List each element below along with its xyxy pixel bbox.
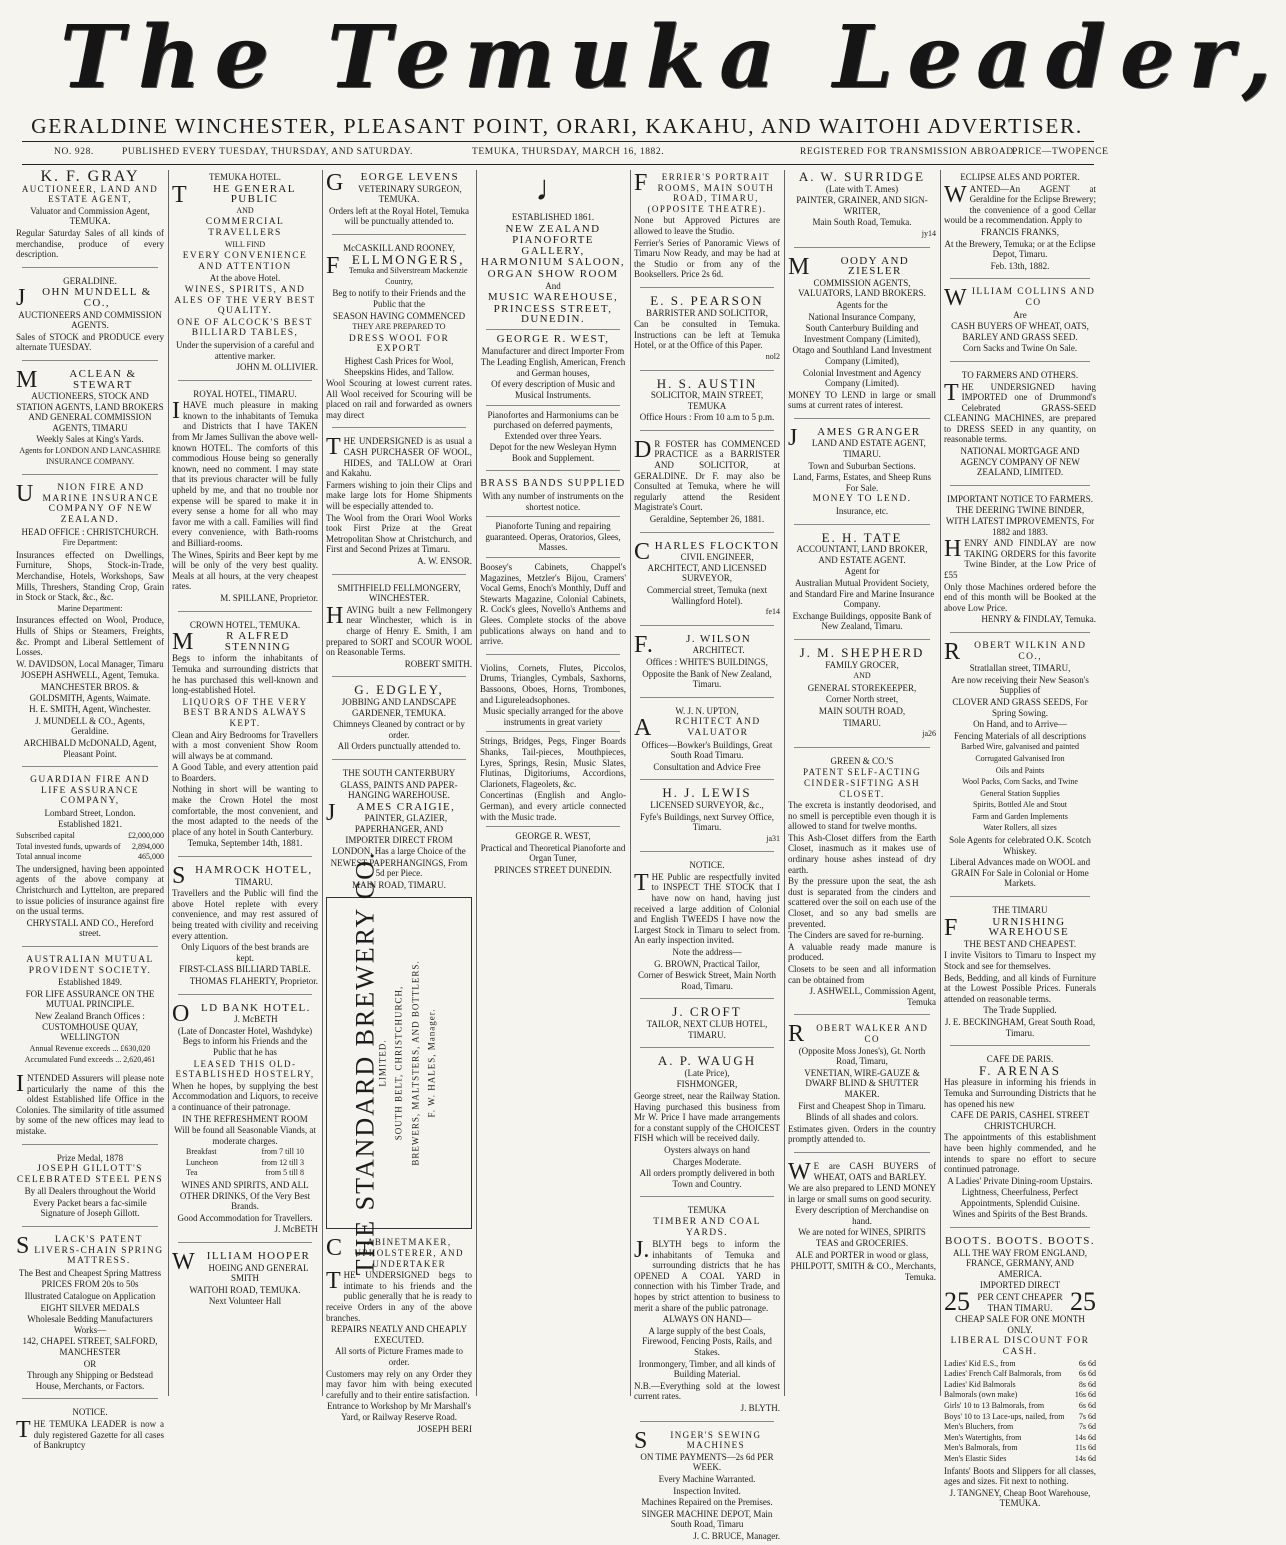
divider	[22, 766, 158, 767]
advertiser-name: SMITHFIELD FELLMONGERY, WINCHESTER.	[337, 582, 461, 604]
ad-eclipse-ales: ECLIPSE ALES AND PORTER. WANTED—An AGENT at Geraldine for the Eclipse Brewery; the convenience of a good Cellar would be a recommendation. Apply to FRANCIS FRANKS, At the Brewery, Temuka; or at the Eclipse Depot, Timaru. Feb. 13th, 1882.	[944, 172, 1096, 271]
advertiser-name: McCASKILL AND ROONEY,	[343, 242, 455, 253]
ad-flockton: CHARLES FLOCKTON CIVIL ENGINEER, ARCHITECT, AND LICENSED SURVEYOR, Commercial street, Temuka (next Wallingford Hotel). fe14	[634, 538, 780, 617]
dateline	[22, 144, 1109, 162]
ad-maclean-stewart: MACLEAN & STEWART AUCTIONEERS, STOCK AND STATION AGENTS, LAND BROKERS AND GENERAL COMMISSION AGENTS, TIMARU Weekly Sales at King's Yards. Agents for LONDON AND LANCASHIRE INSURANCE COMPANY.	[16, 366, 164, 466]
divider	[486, 654, 620, 655]
ad-shepherd: J. M. SHEPHERD FAMILY GROCER, AND GENERAL STOREKEEPER, Corner North street, MAIN SOUTH ROAD, TIMARU. ja26	[788, 644, 936, 743]
advertiser-name: J. BLYTH.	[740, 1403, 780, 1413]
advertiser-name: HENRY & FINDLAY, Temuka.	[981, 614, 1096, 625]
advertiser-name: OLD BANK HOTEL.	[172, 1000, 311, 1027]
divider	[332, 759, 466, 760]
ad-robert-walker: ROBERT WALKER AND CO (Opposite Moss Jones's), Gt. North Road, Timaru, VENETIAN, WIRE-GAUZE & DWARF BLIND & SHUTTER MAKER. First and Cheapest Shop in Timaru. Blinds of all shades and colors. Estimates given. Orders in the country promptly attended to.	[788, 1021, 936, 1145]
advertiser-name: E. S. PEARSON	[650, 292, 764, 308]
advertiser-name: JOHN MUNDELL & CO.,	[16, 285, 152, 312]
divider	[640, 1196, 774, 1197]
divider	[950, 632, 1090, 633]
advertiser-name: WILLIAM COLLINS AND CO	[944, 285, 1096, 312]
divider	[794, 1152, 930, 1153]
list-item: Ladies' Kid Balmorals 8s 6d	[944, 1379, 1096, 1389]
advertiser-name: THE STANDARD BREWERY CO.	[350, 851, 380, 1276]
ad-royal-hotel: ROYAL HOTEL, TIMARU. IHAVE much pleasure in making known to the inhabitants of Temuka and Districts that I have TAKEN from Mr James Sullivan the above well-known HOTEL. The comforts of this commodious House being so generally known, need no comment. I may state that its previous character will be fully upheld by me, and that no trouble nor expense will be spared to make it in every sense a home for all who may favor me with a call. Families will find every convenience, with Bath-rooms and Billiard-rooms. The Wines, Spirits and Beer kept by me will be only of the very best quality. Meals at all hours, at the very cheapest rates. M. SPILLANE, Proprietor.	[172, 388, 318, 603]
divider	[950, 1045, 1090, 1046]
advertiser-name: CABINETMAKER, UPHOLSTERER, AND UNDERTAKER	[326, 1235, 464, 1269]
divider	[332, 234, 466, 235]
advertiser-name: JOSEPH GILLOTT'S CELEBRATED STEEL PENS	[16, 1164, 164, 1185]
column-4	[480, 168, 626, 1398]
ad-austin: H. S. AUSTIN SOLICITOR, MAIN STREET, TEMUKA Office Hours : From 10 a.m to 5 p.m.	[634, 375, 780, 426]
list-item: Ladies' French Calf Balmorals, from 6s 6d	[944, 1369, 1096, 1379]
ad-croft: J. CROFT TAILOR, NEXT CLUB HOTEL, TIMARU.	[634, 1003, 780, 1043]
divider	[486, 826, 620, 827]
advertiser-name: GEORGE R. WEST,	[496, 332, 610, 345]
price: PRICE—TWOPENCE	[1012, 147, 1109, 157]
column-6	[788, 168, 936, 1398]
advertiser-name: SINGER'S SEWING MACHINES	[634, 1427, 762, 1454]
divider	[950, 361, 1090, 362]
divider	[178, 611, 312, 612]
divider	[22, 946, 158, 947]
divider	[486, 557, 620, 558]
list-item: Men's Bluchers, from 7s 6d	[944, 1422, 1096, 1432]
advertiser-name: J. TANGNEY, Cheap Boot Warehouse, TEMUKA.	[949, 1487, 1091, 1509]
ad-william-collins: WILLIAM COLLINS AND CO Are CASH BUYERS OF WHEAT, OATS, BARLEY AND GRASS SEED. Corn Sacks and Twine On Sale.	[944, 285, 1096, 354]
divider	[950, 485, 1090, 486]
divider	[178, 994, 312, 995]
ad-moody-ziesler: MOODY AND ZIESLER COMMISSION AGENTS, VALUATORS, LAND BROKERS. Agents for the National Insurance Company, South Canterbury Building and Investment Company (Limited), Otago and Southland Land Investment Company (Limited), Colonial Investment and Agency Company (Limited). MONEY TO LEND in large or small sums at current rates of interest.	[788, 253, 936, 411]
divider	[22, 141, 1094, 142]
ad-dr-foster: DR FOSTER has COMMENCED PRACTICE as a BARRISTER AND SOLICITOR, at GERALDINE. Dr F. may also be Consulted at Temuka, where he will regularly attend the Resident Magistrate's Court. Geraldine, September 26, 1881.	[634, 436, 780, 525]
ad-beckingham: THE TIMARU FURNISHING WAREHOUSE THE BEST AND CHEAPEST. I invite Visitors to Timaru to Inspect my Stock and see for themselves. Beds, Bedding, and all kinds of Furniture at the Lowest Possible Prices. Funerals attended on reasonable terms. The Trade Supplied. J. E. BECKINGHAM, Great South Road, Timaru.	[944, 905, 1096, 1038]
advertiser-name: TEMUKA HOTEL.	[209, 172, 281, 182]
ad-henry-findlay: IMPORTANT NOTICE TO FARMERS. THE DEERING TWINE BINDER, WITH LATEST IMPROVEMENTS, For 1882 and 1883. HENRY AND FINDLAY are now TAKING ORDERS for this favorite Twine Binder, at the Low Price of £55 Only those Machines ordered before the end of this month will be Booked at the above Low Price. HENRY & FINDLAY, Temuka.	[944, 493, 1096, 625]
ad-tate: E. H. TATE ACCOUNTANT, LAND BROKER, AND ESTATE AGENT. Agent for Australian Mutual Provident Society, and Standard Fire and Marine Insurance Company. Exchange Buildings, opposite Bank of New Zealand, Timaru.	[789, 529, 935, 632]
advertiser-name: CHARLES FLOCKTON	[634, 538, 780, 565]
ad-william-hooper: WILLIAM HOOPER HOEING AND GENERAL SMITH WAITOHI ROAD, TEMUKA. Next Volunteer Hall	[172, 1247, 318, 1310]
advertiser-name: AUSTRALIAN MUTUAL PROVIDENT SOCIETY.	[26, 955, 154, 976]
advertiser-name: FURNISHING WAREHOUSE	[944, 914, 1070, 941]
divider	[640, 370, 774, 371]
divider	[794, 747, 930, 748]
divider	[22, 474, 158, 475]
divider	[22, 1144, 158, 1145]
advertiser-name: ROYAL HOTEL, TIMARU.	[193, 388, 297, 399]
divider	[950, 1227, 1090, 1228]
place-date: TEMUKA, THURSDAY, MARCH 16, 1882.	[472, 147, 665, 157]
ad-intended-assurers: INTENDED Assurers will please note particularly the name of this the oldest Established life Office in the Colonies. The similarity of title assumed by some of the new offices may lead to mistake.	[16, 1070, 164, 1136]
masthead-subtitle: GERALDINE WINCHESTER, PLEASANT POINT, ORARI, KAKAHU, AND WAITOHI ADVERTISER.	[31, 114, 1083, 138]
divider	[950, 278, 1090, 279]
divider	[332, 574, 466, 575]
ad-instruments: Violins, Cornets, Flutes, Piccolos, Drums, Triangles, Cymbals, Saxhorns, Bassoons, Oboes, Horns, Trombones, and Ligureleadsophones. Music specially arranged for the above instruments in great variety Strings, Bridges, Pegs, Finger Boards Shanks, Tail-pieces, Mouthpieces, Lyres, Springs, Resin, Music Slates, Flutinas, Digitoriums, Accordions, Clarionets, Flageolets, &c. Concertinas (English and Anglo-German), and every article connected with the Music trade. GEORGE R. WEST, Practical and Theoretical Pianoforte and Organ Tuner, PRINCES STREET DUNEDIN.	[480, 662, 626, 875]
ad-edgley: G. EDGLEY, JOBBING AND LANDSCAPE GARDENER, TEMUKA. Chimneys Cleaned by contract or by order. All Orders punctually attended to.	[326, 681, 472, 755]
ad-singer: SINGER'S SEWING MACHINES ON TIME PAYMENTS—2s 6d PER WEEK. Every Machine Warranted. Inspection Invited. Machines Repaired on the Premises. SINGER MACHINE DEPOT, Main South Road, Timaru J. C. BRUCE, Manager.	[634, 1427, 780, 1541]
divider	[640, 625, 774, 626]
issue-number: NO. 928.	[54, 147, 94, 157]
advertiser-name: J. M. SHEPHERD	[799, 644, 925, 660]
advertiser-name: WILLIAM HOOPER	[172, 1249, 311, 1276]
divider	[640, 697, 774, 698]
ad-mundell: GERALDINE. JOHN MUNDELL & CO., AUCTIONEERS AND COMMISSION AGENTS. Sales of STOCK and PRODUCE every alternate TUESDAY.	[16, 275, 164, 353]
ad-james-craigie: THE SOUTH CANTERBURY GLASS, PAINTS AND PAPER-HANGING WAREHOUSE. JAMES CRAIGIE, PAINTER, GLAZIER, PAPERHANGER, AND IMPORTER DIRECT FROM LONDON, Has a large Choice of the NEWEST PAPERHANGINGS, From 5d per Piece. MAIN ROAD, TIMARU.	[326, 764, 472, 894]
ad-joseph-beri: CABINETMAKER, UPHOLSTERER, AND UNDERTAKER THE UNDERSIGNED begs to intimate to his friends and the public generally that he is ready to receive Orders in any of the above branches. REPAIRS NEATLY AND CHEAPLY EXECUTED. All sorts of Picture Frames made to order. Customers may rely on any Order they may favor him with being executed carefully and to their entire satisfaction. Entrance to Workshop by Mr Marshall's Yard, or Railway Reserve Road. JOSEPH BERI	[326, 1235, 472, 1434]
advertiser-name: A. W. SURRIDGE	[798, 169, 926, 184]
advertiser-name: H. J. LEWIS	[662, 785, 752, 801]
advertiser-name: GUARDIAN FIRE AND LIFE ASSURANCE COMPANY,	[30, 775, 150, 807]
ad-george-levens: GEORGE LEVENS VETERINARY SURGEON, TEMUKA. Orders left at the Royal Hotel, Temuka will be punctually attended to.	[326, 168, 472, 230]
divider	[332, 427, 466, 428]
discount-banner: 25 PER CENT CHEAPER THAN TIMARU. 25	[944, 1287, 1096, 1317]
ad-cafe-de-paris: CAFE DE PARIS. F. ARENAS Has pleasure in informing his friends in Temuka and Surrounding Districts that he has opened his new CAFE DE PARIS, CASHEL STREET CHRISTCHURCH. The appointments of this establishment have been highly commended, and he intends to spare no effort to secure continued patronage. A Ladies' Private Dining-room Upstairs. Lightness, Cheerfulness, Perfect Appointments, Splendid Cuisine. Wines and Spirits of the Best Brands.	[944, 1054, 1096, 1220]
list-item: Girls' 10 to 13 Balmorals, from 6s 6d	[944, 1400, 1096, 1410]
ad-granger: JAMES GRANGER LAND AND ESTATE AGENT, TIMARU. Town and Suburban Sections. Land, Farms, Estates, and Sheep Runs For Sale. MONEY TO LEND. Insurance, etc.	[788, 423, 936, 520]
list-item: Balmorals (own make) 16s 6d	[944, 1390, 1096, 1400]
ad-green-ash-closet: GREEN & CO.'S PATENT SELF-ACTING CINDER-SIFTING ASH CLOSET. The excreta is instantly deodorised, and no smell is perceptible even though it is allowed to stand for twelve months. This Ash-Closet differs from the Earth Closet, inasmuch as it makes use of ordinary house ashes instead of dry earth. By the pressure upon the seat, the ash dust is separated from the cinders and scattered over the soil on each use of the Closet, and so any bad smells are prevented. The Cinders are saved for re-burning. A valuable ready made manure is produced. Closets to be seen and all information can be obtained from J. ASHWELL, Commission Agent, Temuka	[788, 755, 936, 1007]
list-item: Men's Watertights, from 14s 6d	[944, 1432, 1096, 1442]
divider	[486, 405, 620, 406]
ad-union-fire-marine: UNION FIRE AND MARINE INSURANCE COMPANY OF NEW ZEALAND. HEAD OFFICE : CHRISTCHURCH. Fire Department: Insurances effected on Dwellings, Furniture, Shops, Stock-in-Trade, Merchandise, Hotels, Workshops, Saw Mills, Threshers, Standing Crop, Grain in Stock or Stack, &c., &c. Marine Department: Insurances effected on Wool, Produce, Hulls of Ships or Steamers, Freights, &c. Prompt and Liberal Settlement of Losses. W. DAVIDSON, Local Manager, Timaru JOSEPH ASHWELL, Agent, Temuka. MANCHESTER BROS. & GOLDSMITH, Agents, Waimate. H. E. SMITH, Agent, Winchester. J. MUNDELL & CO., Agents, Geraldine. ARCHIBALD McDONALD, Agent, Pleasant Point.	[16, 481, 164, 759]
divider	[486, 329, 620, 330]
divider	[794, 524, 930, 525]
ad-mccaskill-rooney: McCASKILL AND ROONEY, FELLMONGERS, Temuka and Silverstream Mackenzie Country, Beg to notify to their Friends and the Public that the SEASON HAVING COMMENCED THEY ARE PREPARED TO DRESS WOOL FOR EXPORT Highest Cash Prices for Wool, Sheepskins Hides, and Tallow. Wool Scouring at lowest current rates. All Wool received for Scouring will be placed on rail and forwarded as owners may direct	[326, 242, 472, 420]
divider	[22, 164, 1094, 165]
advertiser-name: GEORGE LEVENS	[326, 170, 460, 196]
ad-smithfield-fellmongery: SMITHFIELD FELLMONGERY, WINCHESTER. HAVING built a new Fellmongery near Winchester, which is in charge of Henry E. Smith, I am prepared to SORT and SCOUR WOOL on Reasonable Terms. ROBERT SMITH.	[326, 582, 472, 669]
ad-old-bank-hotel: OLD BANK HOTEL. J. McBETH (Late of Doncaster Hotel, Washdyke) Begs to inform his Friends and the Public that he has LEASED THIS OLD-ESTABLISHED HOSTELRY, When he hopes, by supplying the best Accommodation and Liquors, to receive a continuance of their patronage. IN THE REFRESHMENT ROOM Will be found all Seasonable Viands, at moderate charges. Breakfast from 7 till 10 Luncheon from 12 till 3 Tea from 5 till 8 WINES AND SPIRITS, AND ALL OTHER DRINKS, Of the Very Best Brands. Good Accommodation for Travellers. J. McBETH	[172, 1000, 318, 1235]
advertiser-name: E. H. TATE	[821, 529, 903, 545]
ad-tangney-boots: BOOTS. BOOTS. BOOTS. ALL THE WAY FROM ENGLAND, FRANCE, GERMANY, AND AMERICA. IMPORTED DIRECT 25 PER CENT CHEAPER THAN TIMARU. 25 CHEAP SALE FOR ONE MONTH ONLY. LIBERAL DISCOUNT FOR CASH. Ladies' Kid E.S., from 6s 6d Ladies' French Calf Balmorals, from 6s 6d Ladies' Kid Balmorals 8s 6d Balmorals (own make) 16s 6d Girls' 10 to 13 Balmorals, from 6s 6d Boys' 10 to 13 Lace-ups, nailed, from 7s 6d Men's Bluchers, from 7s 6d Men's Watertights, from 14s 6d Men's Balmorals, from 11s 6d Men's Elastic Sides 14s 6d Infants' Boots and Slippers for all classes, ages and sizes. Fit next to nothing. J. TANGNEY, Cheap Boot Warehouse, TEMUKA.	[944, 1235, 1096, 1509]
advertiser-name: FRANCIS FRANKS,	[980, 226, 1060, 237]
ad-gillott-pens: Prize Medal, 1878 JOSEPH GILLOTT'S CELEBRATED STEEL PENS By all Dealers throughout the World Every Packet bears a fac-simile Signature of Joseph Gillott.	[16, 1152, 164, 1219]
columns	[14, 168, 1100, 1541]
divider	[178, 856, 312, 857]
divider	[640, 532, 774, 533]
advertiser-name: A. P. WAUGH	[657, 1053, 757, 1069]
advertiser-name: ROBERT WILKIN AND CO.,	[944, 638, 1087, 665]
list-item: Ladies' Kid E.S., from 6s 6d	[944, 1358, 1096, 1368]
ad-lewis: H. J. LEWIS LICENSED SURVEYOR, &c., Fyfe's Buildings, next Survey Office, Timaru. ja31	[634, 784, 780, 847]
ad-temuka-hotel: TEMUKA HOTEL. THE GENERAL PUBLIC AND COMMERCIAL TRAVELLERS WILL FIND EVERY CONVENIENCE AND ATTENTION At the above Hotel. WINES, SPIRITS, AND ALES OF THE VERY BEST QUALITY. ONE OF ALCOCK'S BEST BILLIARD TABLES, Under the supervision of a careful and attentive marker. JOHN M. OLLIVIER.	[172, 172, 318, 373]
ad-gray: K. F. GRAY AUCTIONEER, LAND AND ESTATE AGENT, Valuator and Commission Agent, TEMUKA. Regular Saturday Sales of all kinds of merchandise, produce of every description.	[16, 168, 164, 260]
ad-crown-hotel: CROWN HOTEL, TEMUKA. MR ALFRED STENNING Begs to inform the inhabitants of Temuka and surrounding districts that he has purchased this well-known and long-established Hotel. LIQUORS OF THE VERY BEST BRANDS ALWAYS KEPT. Clean and Airy Bedrooms for Travellers with a most convenient Show Room will always be at command. A Good Table, and every attention paid to Boarders. Nothing in short will be wanting to make the Crown Hotel the most comfortable, the most convenient, and the most adapted to the needs of the place of any hotel in South Canterbury. Temuka, September 14th, 1881.	[172, 619, 318, 849]
advertiser-name: W. J. N. UPTON,	[675, 705, 739, 716]
notice-gazette: NOTICE. THE TEMUKA LEADER is now a duly registered Gazette for all cases of Bankruptcy	[16, 1407, 164, 1451]
divider	[178, 1242, 312, 1243]
ad-george-west: ESTABLISHED 1861. NEW ZEALAND PIANOFORTE GALLERY, HARMONIUM SALOON, ORGAN SHOW ROOM And MUSIC WAREHOUSE, PRINCESS STREET, DUNEDIN. GEORGE R. WEST, Manufacturer and direct Importer From The Leading English, American, French and German houses, Of every description of Music and Musical Instruments. Pianofortes and Harmoniums can be purchased on deferred payments, Extended over three Years. Depot for the new Wesleyan Hymn Book and Supplement.	[480, 212, 626, 463]
boot-price-list	[944, 1359, 1096, 1465]
masthead	[0, 0, 1286, 152]
lyre-ornament: ♩	[535, 168, 571, 208]
column-2	[172, 168, 318, 1398]
ad-guardian-fire-life: GUARDIAN FIRE AND LIFE ASSURANCE COMPANY, Lombard Street, London. Established 1821. Subscribed capital £2,000,000 Total invested funds, upwards of 2,894,000 Total annual income 465,000 The undersigned, having been appointed agents of the above company at Christchurch and Lyttelton, are prepared to issue policies of insurance against fire on the usual terms. CHRYSTALL AND CO., Hereford street.	[16, 775, 164, 939]
advertiser-name: H. S. AUSTIN	[656, 375, 758, 391]
ad-standard-brewery: THE STANDARD BREWERY CO. LIMITED. SOUTH BELT, CHRISTCHURCH, BREWERS, MALTSTERS, AND BOTTLERS. F. W. HALES, Manager.	[326, 897, 472, 1229]
divider	[640, 779, 774, 780]
advertiser-name: K. F. GRAY	[40, 168, 140, 185]
advertiser-name: MR ALFRED STENNING	[172, 629, 291, 656]
divider	[332, 676, 466, 677]
list-item: Men's Balmorals, from 11s 6d	[944, 1443, 1096, 1453]
ad-philpott-smith: WE are CASH BUYERS of WHEAT, OATS and BARLEY. We are also prepared to LEND MONEY in large or small sums on good security. Every description of Merchandise on hand. We are noted for WINES, SPIRITS TEAS and GROCERIES. ALE and PORTER in wood or glass, PHILPOTT, SMITH & CO., Merchants, Temuka.	[788, 1158, 936, 1282]
advertiser-name: JAMES GRANGER	[788, 424, 921, 451]
divider	[22, 267, 158, 268]
ad-surridge: A. W. SURRIDGE (Late with T. Ames) PAINTER, GRAINER, AND SIGN-WRITER, Main South Road, Temuka. jy14	[788, 168, 936, 243]
meal-times: Breakfast from 7 till 10 Luncheon from 12 till 3 Tea from 5 till 8	[186, 1147, 304, 1178]
advertiser-name: NATIONAL MORTGAGE AND AGENCY COMPANY OF NEW ZEALAND, LIMITED.	[960, 446, 1080, 478]
advertiser-name: J. CROFT	[672, 1004, 742, 1020]
advertiser-name: G. BROWN, Practical Tailor,	[654, 958, 760, 969]
advertiser-name: UNION FIRE AND MARINE INSURANCE COMPANY OF NEW ZEALAND.	[16, 481, 160, 526]
divider	[794, 418, 930, 419]
column-3	[326, 168, 472, 1434]
ad-pearson: E. S. PEARSON BARRISTER AND SOLICITOR, Can be consulted in Temuka. Instructions can be left at Temuka Hotel, or at the Office of this Paper. nol2	[634, 292, 780, 361]
divider	[640, 998, 774, 999]
ad-shamrock-hotel: SHAMROCK HOTEL, TIMARU. Travellers and the Public will find the above Hotel replete with every convenience, and may rest assured of being treated with civility and receiving every attention. Only Liquors of the best brands are kept. FIRST-CLASS BILLIARD TABLE. THOMAS FLAHERTY, Proprietor.	[172, 863, 318, 986]
advertiser-name: G. EDGLEY,	[354, 682, 444, 698]
advertiser-name: JAMES CRAIGIE,	[326, 799, 456, 826]
column-5	[634, 168, 780, 1541]
ad-national-mortgage: TO FARMERS AND OTHERS. THE UNDERSIGNED having IMPORTED one of Drummond's Celebrated GRASS-SEED CLEANING MACHINES, are prepared to DRESS SEED in any quantity, on reasonable terms. NATIONAL MORTGAGE AND AGENCY COMPANY OF NEW ZEALAND, LIMITED.	[944, 369, 1096, 478]
ad-ferrier-portrait: FERRIER'S PORTRAIT ROOMS, MAIN SOUTH ROAD, TIMARU, (OPPOSITE THEATRE). None but Approved Pictures are allowed to leave the Studio. Ferrier's Series of Panoramic Views of Timaru Now Ready, and may be had at the Studio or from any of the Booksellers. Price 2s 6d.	[634, 170, 780, 280]
divider	[22, 360, 158, 361]
advertiser-name: PHILPOTT, SMITH & CO., Merchants, Temuka.	[790, 1261, 936, 1282]
ad-waugh: A. P. WAUGH (Late Price), FISHMONGER, George street, near the Railway Station. Having purchased this business from Mr W. Price I have made arrangements for a constant supply of the CHOICEST FISH which will be received daily. Oysters always on hand Charges Moderate. All orders promptly delivered in both Town and Country.	[634, 1053, 780, 1189]
column-1	[16, 168, 164, 1451]
masthead-title: The Temuka Leader,	[60, 7, 1286, 108]
registration-note: REGISTERED FOR TRANSMISSION ABROAD.	[800, 147, 1017, 157]
ad-wilson: F.J. WILSON ARCHITECT. Offices : WHITE'S BUILDINGS, Opposite the Bank of New Zealand, Timaru.	[634, 630, 780, 693]
divider	[794, 639, 930, 640]
ad-slack-mattress: SLACK'S PATENT LIVERS-CHAIN SPRING MATTRESS. The Best and Cheapest Spring Mattress PRICES FROM 20s to 50s Illustrated Catalogue on Application EIGHT SILVER MEDALS Wholesale Bedding Manufacturers Works— 142, CHAPEL STREET, SALFORD, MANCHESTER OR Through any Shipping or Bedstead House, Merchants, or Factors.	[16, 1233, 164, 1391]
divider	[640, 1047, 774, 1048]
publication-schedule: PUBLISHED EVERY TUESDAY, THURSDAY, AND SATURDAY.	[122, 147, 413, 157]
divider	[22, 1398, 158, 1399]
capital-figures: Subscribed capital £2,000,000 Total invested funds, upwards of 2,894,000 Total annual income 465,000	[16, 831, 164, 862]
divider	[640, 287, 774, 288]
advertiser-name: FERRIER'S PORTRAIT ROOMS, MAIN SOUTH ROAD, TIMARU, (OPPOSITE THEATRE).	[634, 170, 775, 214]
advertiser-name: F.J. WILSON	[634, 631, 752, 658]
divider	[178, 380, 312, 381]
divider	[486, 470, 620, 471]
divider	[794, 247, 930, 248]
ad-blyth: TEMUKA TIMBER AND COAL YARDS. J.BLYTH begs to inform the inhabitants of Temuka and surrounding districts that he has OPENED A COAL YARD in connection with his Timber Trade, and hopes by strict attention to business to merit a share of the public patronage. ALWAYS ON HAND— A large supply of the best Coals, Firewood, Fencing Posts, Rails, and Stakes. Ironmongery, Timber, and all kinds of Building Material. N.B.—Everything sold at the lowest current rates. J. BLYTH.	[634, 1205, 780, 1413]
divider	[486, 731, 620, 732]
divider	[794, 1014, 930, 1015]
advertiser-name: GEORGE R. WEST,	[515, 831, 591, 842]
advertiser-name: GREEN & CO.'S	[830, 755, 894, 766]
column-7	[944, 168, 1096, 1509]
ad-brass-bands: BRASS BANDS SUPPLIED With any number of instruments on the shortest notice. Pianoforte Tuning and repairing guaranteed. Operas, Oratorios, Glees, Masses. Boosey's Cabinets, Chappel's Magazines, Metzler's Bijou, Cramers' Vocal Gems, Enoch's Monthly, Duff and Stewarts Magazine, Colonial Cabinets, R. Cock's glees, Novello's Anthems and Glees. Complete stocks of the above publications always on hand and to arrive.	[480, 478, 626, 647]
ad-ensor-wool: THE UNDERSIGNED is as usual a CASH PURCHASER OF WOOL, HIDES, and TALLOW at Orari and Kakahu. Farmers wishing to join their Clips and make large lots for Home Shipments will be especially attended to. The Wool from the Orari Wool Works took First Prize at the Great Metropolitan Show at Christchurch, and First and Second Prizes at Timaru. A. W. ENSOR.	[326, 434, 472, 566]
divider	[950, 896, 1090, 897]
divider	[640, 851, 774, 852]
divider	[640, 1421, 774, 1422]
divider	[22, 1226, 158, 1227]
advertiser-name: F. ARENAS	[979, 1062, 1061, 1078]
ad-robert-wilkin: ROBERT WILKIN AND CO., Stratlallan street, TIMARU, Are now receiving their New Season's Supplies of CLOVER AND GRASS SEEDS, For Spring Sowing. On Hand, and to Arrive— Fencing Materials of all descriptions Barbed Wire, galvanised and painted Corrugated Galvanised Iron Oils and Paints Wool Packs, Corn Sacks, and Twine General Station Supplies Spirits, Bottled Ale and Stout Farm and Garden Implements Water Rollers, all sizes Sole Agents for celebrated O.K. Scotch Whiskey. Liberal Advances made on WOOL and GRAIN For Sale in Colonial or Home Markets.	[944, 637, 1096, 892]
advertiser-name: ROBERT WALKER AND CO	[788, 1021, 929, 1048]
advertiser-name: MACLEAN & STEWART	[16, 366, 137, 393]
advertiser-name: SHAMROCK HOTEL,	[172, 863, 313, 890]
list-item: Men's Elastic Sides 14s 6d	[944, 1453, 1096, 1463]
ad-brown-tailor: NOTICE. THE Public are respectfully invited to INSPECT THE STOCK that I have now on hand, having just received a large addition of Colonial and English TWEEDS I have now the Largest Stock in Timaru to select from. An early inspection invited. Note the address— G. BROWN, Practical Tailor, Corner of Beswick Street, Main North Road, Timaru.	[634, 860, 780, 991]
ad-upton: W. J. N. UPTON, ARCHITECT AND VALUATOR Offices—Bowker's Buildings, Great South Road Timaru. Consultation and Advice Free	[634, 702, 780, 776]
divider	[640, 430, 774, 431]
advertiser-name: SLACK'S PATENT LIVERS-CHAIN SPRING MATTRESS.	[16, 1233, 164, 1267]
list-item: Boys' 10 to 13 Lace-ups, nailed, from 7s 6d	[944, 1411, 1096, 1421]
ad-amp-society: AUSTRALIAN MUTUAL PROVIDENT SOCIETY. Established 1849. FOR LIFE ASSURANCE ON THE MUTUAL PRINCIPLE. New Zealand Branch Offices : CUSTOMHOUSE QUAY, WELLINGTON Annual Revenue exceeds ... £630,020 Accumulated Fund exceeds ... 2,620,461	[16, 951, 164, 1069]
advertiser-name: A. W. ENSOR.	[417, 556, 472, 566]
divider	[486, 516, 620, 517]
advertiser-name: MOODY AND ZIESLER	[788, 253, 910, 280]
